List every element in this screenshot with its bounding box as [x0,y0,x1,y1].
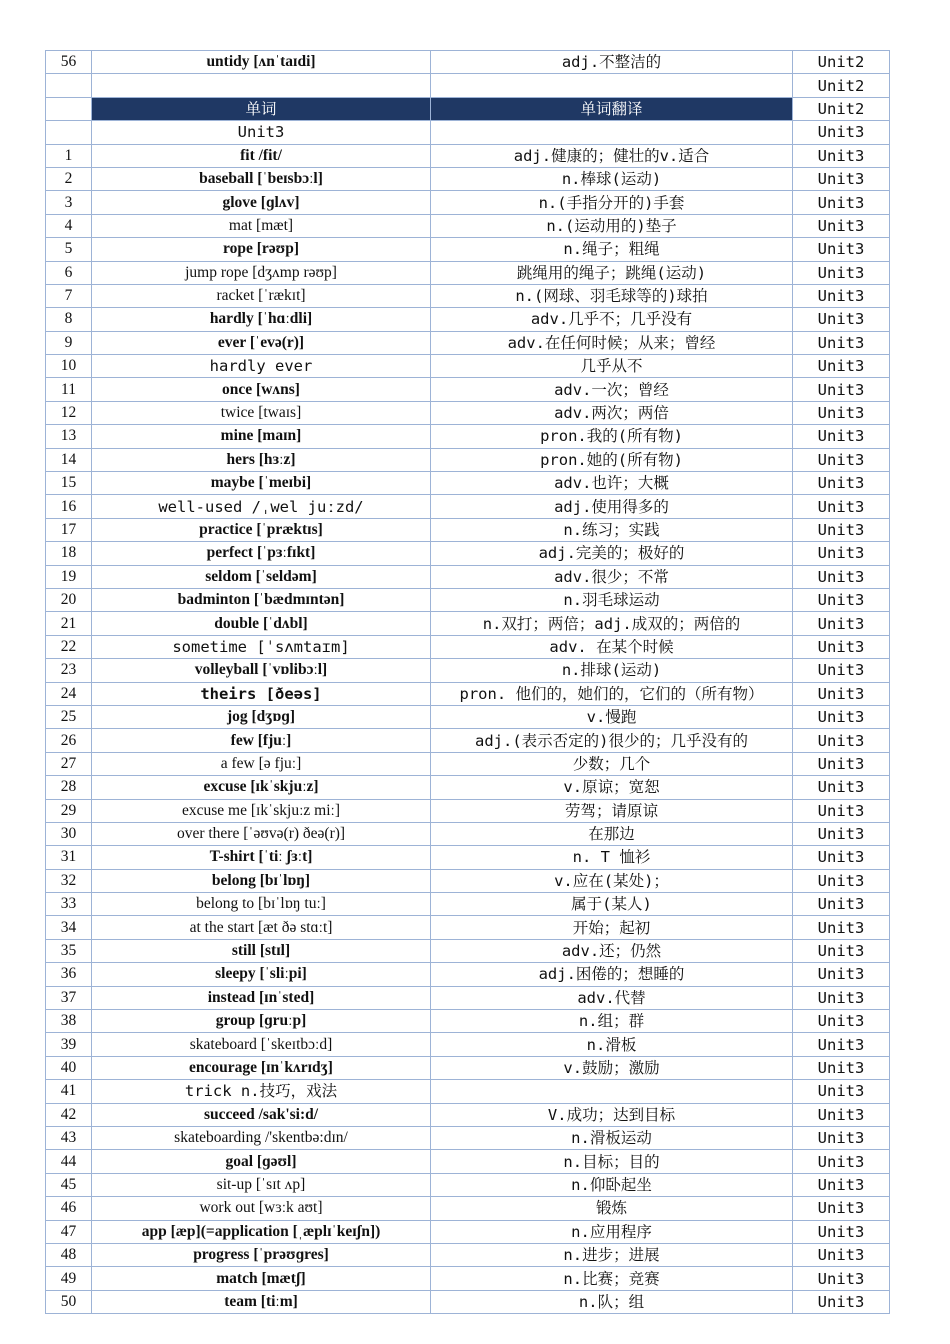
word-cell: succeed /sak'si:d/ [92,1103,431,1126]
table-row [46,542,890,565]
word-cell: racket [ˈrækɪt] [92,284,431,307]
word-cell: excuse [ɪkˈskjuːz] [92,776,431,799]
translation-cell: n.(手指分开的)手套 [431,191,793,214]
translation-cell: n.棒球(运动) [431,167,793,190]
translation-cell: adv.很少；不常 [431,565,793,588]
table-row [46,822,890,845]
unit-cell: Unit3 [793,261,890,284]
unit-cell: Unit3 [793,1290,890,1313]
table-row [46,1010,890,1033]
row-number [46,121,92,144]
word-cell: app [æp](=application [ˌæplɪˈkeɪʃn]) [92,1220,431,1243]
translation-cell: n. T 恤衫 [431,846,793,869]
word-cell: perfect [ˈpɜːfɪkt] [92,542,431,565]
translation-cell: adv.两次；两倍 [431,401,793,424]
table-row [46,1126,890,1149]
table-row [46,401,890,424]
word-cell: mat [mæt] [92,214,431,237]
translation-cell: adj.不整洁的 [431,51,793,74]
row-number: 17 [46,518,92,541]
word-cell: sit-up [ˈsɪt ʌp] [92,1173,431,1196]
word-cell: group [ɡruːp] [92,1010,431,1033]
row-number: 43 [46,1126,92,1149]
translation-cell: n.比赛；竞赛 [431,1267,793,1290]
table-row [46,121,890,144]
table-row [46,1220,890,1243]
word-cell: theirs [ðeəs] [92,682,431,705]
table-row [46,1267,890,1290]
unit-cell: Unit3 [793,682,890,705]
translation-cell: pron.我的(所有物) [431,425,793,448]
word-cell: jump rope [dʒʌmp rəʊp] [92,261,431,284]
row-number: 14 [46,448,92,471]
unit-cell: Unit3 [793,238,890,261]
translation-cell: n.队；组 [431,1290,793,1313]
unit-cell: Unit3 [793,121,890,144]
word-cell: skateboard [ˈskeɪtbɔːd] [92,1033,431,1056]
word-cell: still [stɪl] [92,939,431,962]
unit-cell: Unit3 [793,893,890,916]
word-cell: practice [ˈpræktɪs] [92,518,431,541]
unit-cell: Unit3 [793,705,890,728]
table-row [46,167,890,190]
translation-cell: n.应用程序 [431,1220,793,1243]
translation-cell [431,1080,793,1103]
word-cell: instead [ɪnˈsted] [92,986,431,1009]
row-number: 12 [46,401,92,424]
table-row [46,659,890,682]
translation-cell: n.滑板 [431,1033,793,1056]
row-number: 11 [46,378,92,401]
row-number: 24 [46,682,92,705]
table-row [46,51,890,74]
word-cell: untidy [ʌnˈtaɪdi] [92,51,431,74]
unit-cell: Unit3 [793,635,890,658]
unit-cell: Unit3 [793,1243,890,1266]
word-cell: encourage [ɪnˈkʌrɪdʒ] [92,1056,431,1079]
word-cell: jog [dʒɒɡ] [92,705,431,728]
translation-cell: n.羽毛球运动 [431,588,793,611]
table-row [46,729,890,752]
vocabulary-rows [46,51,890,1314]
row-number: 13 [46,425,92,448]
table-row [46,986,890,1009]
row-number: 7 [46,284,92,307]
word-cell: progress [ˈprəʊɡres] [92,1243,431,1266]
row-number: 8 [46,308,92,331]
word-cell: badminton [ˈbædmɪntən] [92,588,431,611]
row-number: 20 [46,588,92,611]
unit-cell: Unit3 [793,191,890,214]
unit-cell: Unit3 [793,448,890,471]
table-row [46,1033,890,1056]
table-row [46,635,890,658]
unit-cell: Unit3 [793,1103,890,1126]
row-number: 3 [46,191,92,214]
translation-cell: adv.一次；曾经 [431,378,793,401]
translation-cell: adv.在任何时候；从来；曾经 [431,331,793,354]
row-number: 45 [46,1173,92,1196]
unit-cell: Unit2 [793,51,890,74]
unit-cell: Unit3 [793,472,890,495]
row-number: 6 [46,261,92,284]
row-number: 23 [46,659,92,682]
word-cell: sleepy [ˈsliːpi] [92,963,431,986]
unit-cell: Unit3 [793,144,890,167]
word-cell: few [fjuː] [92,729,431,752]
row-number: 15 [46,472,92,495]
table-row [46,916,890,939]
row-number: 40 [46,1056,92,1079]
table-row [46,752,890,775]
translation-cell: n.绳子；粗绳 [431,238,793,261]
table-row [46,1197,890,1220]
unit-cell: Unit3 [793,822,890,845]
unit-cell: Unit3 [793,776,890,799]
row-number: 2 [46,167,92,190]
unit-cell: Unit3 [793,401,890,424]
table-row [46,1056,890,1079]
unit-cell: Unit3 [793,1220,890,1243]
translation-cell: v.慢跑 [431,705,793,728]
translation-cell: n.练习；实践 [431,518,793,541]
translation-cell: adj.健康的；健壮的v.适合 [431,144,793,167]
word-cell: trick n.技巧，戏法 [92,1080,431,1103]
row-number: 29 [46,799,92,822]
word-cell: hardly ever [92,355,431,378]
row-number [46,97,92,120]
word-cell: team [tiːm] [92,1290,431,1313]
column-header-word: 单词 [92,97,431,120]
word-cell: hers [hɜːz] [92,448,431,471]
row-number: 48 [46,1243,92,1266]
row-number: 39 [46,1033,92,1056]
row-number: 25 [46,705,92,728]
row-number: 46 [46,1197,92,1220]
translation-cell: n.组；群 [431,1010,793,1033]
word-cell: skateboarding /'skentbə:dɪn/ [92,1126,431,1149]
translation-cell: n.排球(运动) [431,659,793,682]
word-cell: hardly [ˈhɑːdli] [92,308,431,331]
unit-cell: Unit3 [793,588,890,611]
row-number: 1 [46,144,92,167]
translation-cell: n.仰卧起坐 [431,1173,793,1196]
translation-cell: 锻炼 [431,1197,793,1220]
unit-cell: Unit3 [793,939,890,962]
unit-cell: Unit3 [793,214,890,237]
unit-cell: Unit3 [793,1150,890,1173]
word-cell: belong [bɪˈlɒŋ] [92,869,431,892]
row-number: 34 [46,916,92,939]
word-cell: work out [wɜːk aʊt] [92,1197,431,1220]
translation-cell: 跳绳用的绳子；跳绳(运动) [431,261,793,284]
translation-cell: adv.也许；大概 [431,472,793,495]
row-number: 18 [46,542,92,565]
translation-cell: v.鼓励；激励 [431,1056,793,1079]
unit-cell: Unit3 [793,1056,890,1079]
translation-cell: 属于(某人) [431,893,793,916]
row-number [46,74,92,97]
row-number: 56 [46,51,92,74]
translation-cell: 在那边 [431,822,793,845]
word-cell: mine [maɪn] [92,425,431,448]
word-cell: maybe [ˈmeɪbi] [92,472,431,495]
table-row [46,963,890,986]
unit-cell: Unit3 [793,1267,890,1290]
row-number: 35 [46,939,92,962]
table-row [46,238,890,261]
table-row [46,378,890,401]
table-row [46,1243,890,1266]
unit-cell: Unit3 [793,331,890,354]
unit-cell: Unit3 [793,167,890,190]
unit-cell: Unit3 [793,1010,890,1033]
word-cell: baseball [ˈbeɪsbɔːl] [92,167,431,190]
row-number: 31 [46,846,92,869]
unit-cell: Unit3 [793,355,890,378]
row-number: 10 [46,355,92,378]
translation-cell: pron.她的(所有物) [431,448,793,471]
table-row [46,682,890,705]
table-row [46,425,890,448]
word-cell: fit /fit/ [92,144,431,167]
word-cell: at the start [æt ðə stɑːt] [92,916,431,939]
unit-cell: Unit3 [793,916,890,939]
row-number: 50 [46,1290,92,1313]
row-number: 47 [46,1220,92,1243]
row-number: 49 [46,1267,92,1290]
word-cell: double [ˈdʌbl] [92,612,431,635]
table-row [46,74,890,97]
translation-cell: v.应在(某处)； [431,869,793,892]
unit-cell: Unit3 [793,284,890,307]
translation-cell: n.滑板运动 [431,1126,793,1149]
word-cell: rope [rəʊp] [92,238,431,261]
translation-cell: adv.代替 [431,986,793,1009]
translation-cell: adj.(表示否定的)很少的；几乎没有的 [431,729,793,752]
translation-cell: adv.几乎不；几乎没有 [431,308,793,331]
unit-cell: Unit3 [793,1080,890,1103]
row-number: 32 [46,869,92,892]
table-row [46,939,890,962]
unit-cell: Unit3 [793,542,890,565]
word-cell: a few [ə fjuː] [92,752,431,775]
translation-cell: adv.还；仍然 [431,939,793,962]
table-row [46,1290,890,1313]
table-row [46,518,890,541]
unit-cell: Unit3 [793,1033,890,1056]
word-cell: T-shirt [ˈtiː ʃɜːt] [92,846,431,869]
row-number: 37 [46,986,92,1009]
vocabulary-table [45,50,890,1314]
table-row [46,261,890,284]
table-row [46,612,890,635]
unit-cell: Unit3 [793,565,890,588]
row-number: 21 [46,612,92,635]
row-number: 44 [46,1150,92,1173]
table-row [46,331,890,354]
column-header-translation: 单词翻译 [431,97,793,120]
table-row [46,284,890,307]
word-cell: goal [ɡəʊl] [92,1150,431,1173]
row-number: 38 [46,1010,92,1033]
word-cell: twice [twaɪs] [92,401,431,424]
unit-cell: Unit3 [793,518,890,541]
table-row [46,705,890,728]
word-cell: volleyball [ˈvɒlibɔːl] [92,659,431,682]
row-number: 9 [46,331,92,354]
row-number: 16 [46,495,92,518]
word-cell: belong to [bɪˈlɒŋ tuː] [92,893,431,916]
translation-cell: pron. 他们的，她们的，它们的（所有物） [431,682,793,705]
word-cell [92,74,431,97]
translation-cell: n.进步；进展 [431,1243,793,1266]
translation-cell: 少数；几个 [431,752,793,775]
table-row [46,846,890,869]
row-number: 27 [46,752,92,775]
unit-cell: Unit3 [793,846,890,869]
translation-cell: adj.使用得多的 [431,495,793,518]
table-header-row [46,97,890,120]
translation-cell: n.(网球、羽毛球等的)球拍 [431,284,793,307]
table-row [46,1103,890,1126]
table-row [46,565,890,588]
row-number: 4 [46,214,92,237]
table-row [46,1173,890,1196]
word-cell: glove [ɡlʌv] [92,191,431,214]
translation-cell: 劳驾；请原谅 [431,799,793,822]
unit-cell: Unit3 [793,1197,890,1220]
unit-cell: Unit3 [793,986,890,1009]
table-row [46,308,890,331]
table-row [46,1150,890,1173]
word-cell: once [wʌns] [92,378,431,401]
translation-cell: n.目标；目的 [431,1150,793,1173]
word-cell: excuse me [ɪkˈskjuːz miː] [92,799,431,822]
translation-cell: 开始；起初 [431,916,793,939]
unit-cell: Unit3 [793,495,890,518]
table-row [46,495,890,518]
row-number: 30 [46,822,92,845]
unit-cell: Unit3 [793,1173,890,1196]
translation-cell: v.原谅；宽恕 [431,776,793,799]
table-row [46,893,890,916]
word-cell: well-used /ˌwel juːzd/ [92,495,431,518]
row-number: 36 [46,963,92,986]
translation-cell [431,74,793,97]
row-number: 33 [46,893,92,916]
row-number: 5 [46,238,92,261]
table-row [46,144,890,167]
unit-cell: Unit3 [793,963,890,986]
row-number: 26 [46,729,92,752]
row-number: 22 [46,635,92,658]
unit-cell: Unit3 [793,729,890,752]
unit-cell: Unit3 [793,612,890,635]
table-row [46,214,890,237]
table-row [46,472,890,495]
translation-cell: n.(运动用的)垫子 [431,214,793,237]
unit-cell: Unit3 [793,425,890,448]
row-number: 41 [46,1080,92,1103]
table-row [46,799,890,822]
translation-cell: n.双打；两倍；adj.成双的；两倍的 [431,612,793,635]
row-number: 42 [46,1103,92,1126]
word-cell: seldom [ˈseldəm] [92,565,431,588]
unit-cell: Unit3 [793,1126,890,1149]
translation-cell: V.成功；达到目标 [431,1103,793,1126]
translation-cell: adj.困倦的；想睡的 [431,963,793,986]
word-cell: sometime [ˈsʌmtaɪm] [92,635,431,658]
translation-cell: 几乎从不 [431,355,793,378]
unit-cell: Unit3 [793,308,890,331]
word-cell: over there [ˈəʊvə(r) ðeə(r)] [92,822,431,845]
table-row [46,191,890,214]
table-row [46,448,890,471]
unit-cell: Unit3 [793,799,890,822]
word-cell: match [mætʃ] [92,1267,431,1290]
table-row [46,588,890,611]
table-row [46,355,890,378]
table-row [46,1080,890,1103]
unit-cell: Unit2 [793,97,890,120]
table-row [46,776,890,799]
unit-cell: Unit3 [793,378,890,401]
translation-cell [431,121,793,144]
translation-cell: adv. 在某个时候 [431,635,793,658]
unit-cell: Unit3 [793,752,890,775]
translation-cell: adj.完美的；极好的 [431,542,793,565]
row-number: 19 [46,565,92,588]
unit-cell: Unit2 [793,74,890,97]
unit-label: Unit3 [92,121,431,144]
unit-cell: Unit3 [793,869,890,892]
unit-cell: Unit3 [793,659,890,682]
word-cell: ever [ˈevə(r)] [92,331,431,354]
row-number: 28 [46,776,92,799]
table-row [46,869,890,892]
